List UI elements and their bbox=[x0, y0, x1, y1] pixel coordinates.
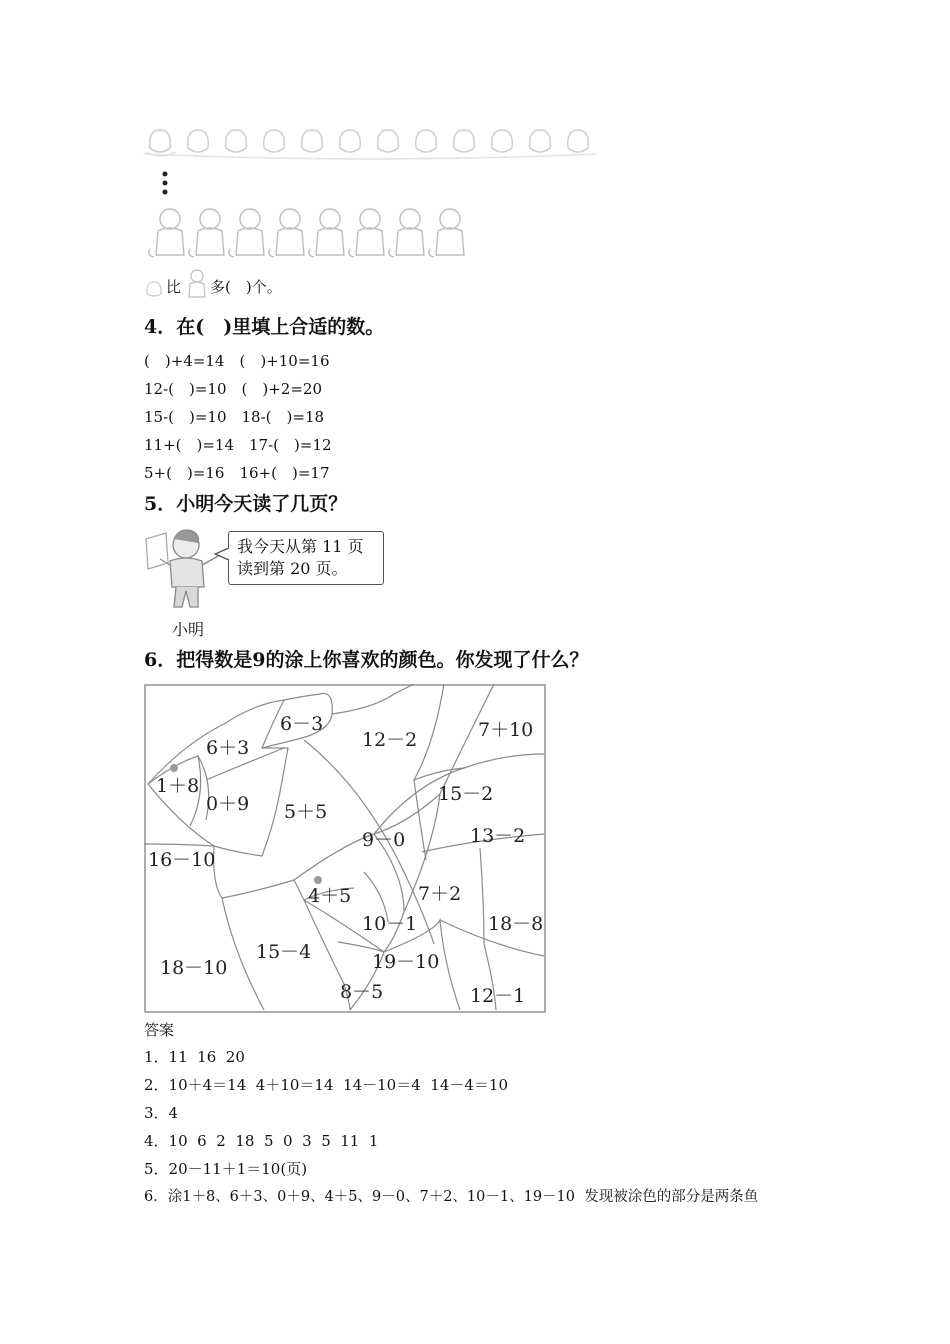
speech-line-2: 读到第 20 页。 bbox=[237, 559, 348, 578]
region-label: 18－8 bbox=[488, 913, 544, 935]
q4-row: 5+( )=16 16+( )=17 bbox=[144, 464, 330, 482]
region-label: 10－1 bbox=[362, 913, 418, 935]
region-label: 12－1 bbox=[470, 985, 526, 1007]
region-label: 15－2 bbox=[438, 783, 494, 805]
peanut-pictures bbox=[144, 130, 596, 159]
region-label: 13－2 bbox=[470, 825, 526, 847]
q4-row: 11+( )=14 17-( )=12 bbox=[144, 436, 332, 454]
region-label: 0＋9 bbox=[206, 793, 250, 815]
compare-text-bi: 比 bbox=[166, 278, 182, 296]
region-label: 7＋2 bbox=[418, 883, 462, 905]
q4-heading: 4．在( )里填上合适的数。 bbox=[144, 316, 385, 338]
upper-fish-eye bbox=[170, 764, 178, 772]
region-label: 1＋8 bbox=[156, 775, 200, 797]
speech-bubble bbox=[228, 531, 384, 585]
region-label: 5＋5 bbox=[284, 801, 328, 823]
lower-fish-eye bbox=[314, 876, 322, 884]
region-label: 4＋5 bbox=[308, 885, 352, 907]
q4-row: 12-( )=10 ( )+2=20 bbox=[144, 380, 322, 398]
region-label: 6－3 bbox=[280, 713, 324, 735]
ellipsis-icon bbox=[158, 170, 172, 198]
answer-item: 3．4 bbox=[144, 1104, 179, 1122]
compare-text-duo: 多( )个。 bbox=[210, 278, 282, 296]
peanut-small-icon bbox=[144, 276, 166, 298]
region-label: 9－0 bbox=[362, 829, 406, 851]
answer-item: 4．10 6 2 18 5 0 3 5 11 1 bbox=[144, 1132, 379, 1150]
answer-item: 2．10＋4＝14 4＋10＝14 14－10＝4 14－4＝10 bbox=[144, 1076, 509, 1094]
q6-heading: 6．把得数是9的涂上你喜欢的颜色。你发现了什么？ bbox=[144, 649, 589, 671]
coloring-puzzle bbox=[144, 684, 546, 1014]
speech-bubble-tail bbox=[214, 546, 230, 562]
region-label: 18－10 bbox=[160, 957, 228, 979]
region-label: 12－2 bbox=[362, 729, 418, 751]
answers-title: 答案 bbox=[144, 1021, 175, 1039]
region-label: 6＋3 bbox=[206, 737, 250, 759]
top-pictures-row bbox=[140, 120, 600, 165]
region-label: 16－10 bbox=[148, 849, 216, 871]
region-label: 8－5 bbox=[340, 981, 384, 1003]
speech-line-1: 我今天从第 11 页 bbox=[237, 537, 364, 556]
q5-heading: 5．小明今天读了几页？ bbox=[144, 493, 348, 515]
monkey-pictures-row bbox=[142, 205, 482, 263]
answer-item: 6．涂1＋8、6＋3、0＋9、4＋5、9－0、7＋2、10－1、19－10 发现被涂色的部分是两条鱼 bbox=[144, 1189, 759, 1205]
xiaoming-name: 小明 bbox=[172, 620, 205, 639]
q4-row: 15-( )=10 18-( )=18 bbox=[144, 408, 325, 426]
region-label: 15－4 bbox=[256, 941, 312, 963]
region-label: 7＋10 bbox=[478, 719, 534, 741]
monkey-small-icon bbox=[186, 268, 208, 300]
xiaoming-illustration bbox=[140, 525, 230, 620]
q4-row: ( )+4=14 ( )+10=16 bbox=[144, 352, 330, 370]
region-label: 19－10 bbox=[372, 951, 440, 973]
answer-item: 1．11 16 20 bbox=[144, 1048, 245, 1066]
answer-item: 5．20－11＋1＝10(页) bbox=[144, 1160, 308, 1178]
